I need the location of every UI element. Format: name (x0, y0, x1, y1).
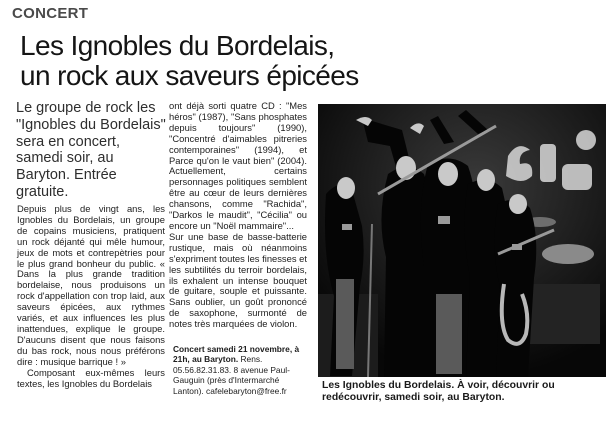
column-2-paragraph-1: ont déjà sorti quatre CD : "Mes héros" (1987), "Sans phosphates depuis toujours" (1990), "Concentré d'aimables pitreries contemporaines" (1994), et Parce qu'on le vaut bien" (2004). Actuellement, certains personnages politiques semblent être au cœur de leurs dernières chansons, comme "Rachida", "Darkos le maudit", "Cécilia" ou encore un "Noël mammaire"... (169, 100, 307, 231)
article-column-1 (17, 204, 165, 389)
section-label: CONCERT (12, 5, 89, 22)
headline-line-1: Les Ignobles du Bordelais, (20, 30, 335, 61)
column-1-paragraph-2: Composant eux-mêmes leurs textes, les Ignobles du Bordelais (17, 366, 165, 389)
band-photo (318, 104, 606, 377)
article-column-2 (169, 101, 307, 330)
headline-line-2: un rock aux saveurs épicées (20, 60, 359, 91)
event-info-heading: Concert samedi 21 novembre, à 21h, au Baryton. (173, 344, 300, 365)
lead-paragraph: Le groupe de rock les "Ignobles du Bordelais" sera en concert, samedi soir, au Baryton. Entrée gratuite. (16, 100, 166, 200)
event-info (173, 344, 307, 396)
band-photo-illustration (318, 104, 606, 377)
column-1-paragraph-1: Depuis plus de vingt ans, les Ignobles du Bordelais, un groupe de copains musiciens, pratiquent un rock déjanté qui mêle humour, jeux de mots et contrepètries pour le plus grand bonheur du public. « Dans la plus grande tradition bordelaise, nous produisons un rock d'appellation con trop laid, aux saveurs épicées, aux rythmes variés, et aux influences les plus inattendues, explique le groupe. D'aucuns disent que nous faisons du bas rock, nous nous préférons dire : musique barrique ! » (17, 203, 165, 367)
photo-caption: Les Ignobles du Bordelais. À voir, découvrir ou redécouvrir, samedi soir, au Baryton. (322, 380, 555, 403)
column-2-paragraph-2: Sur une base de basse-batterie rustique, mais où néanmoins s'expriment toutes les finesses et les subtilités du terroir bordelais, ils exhalent un intense bouquet de guitare, souple et puissante. Sans oublier, un goût prononcé de saxophone, surmonté de notes très marquées de violon. (169, 230, 307, 330)
event-info-details: Rens. 05.56.82.31.83. 8 avenue Paul-Gauguin (près d'Intermarché Lanton). cafelebaryton@free.fr (173, 354, 290, 396)
